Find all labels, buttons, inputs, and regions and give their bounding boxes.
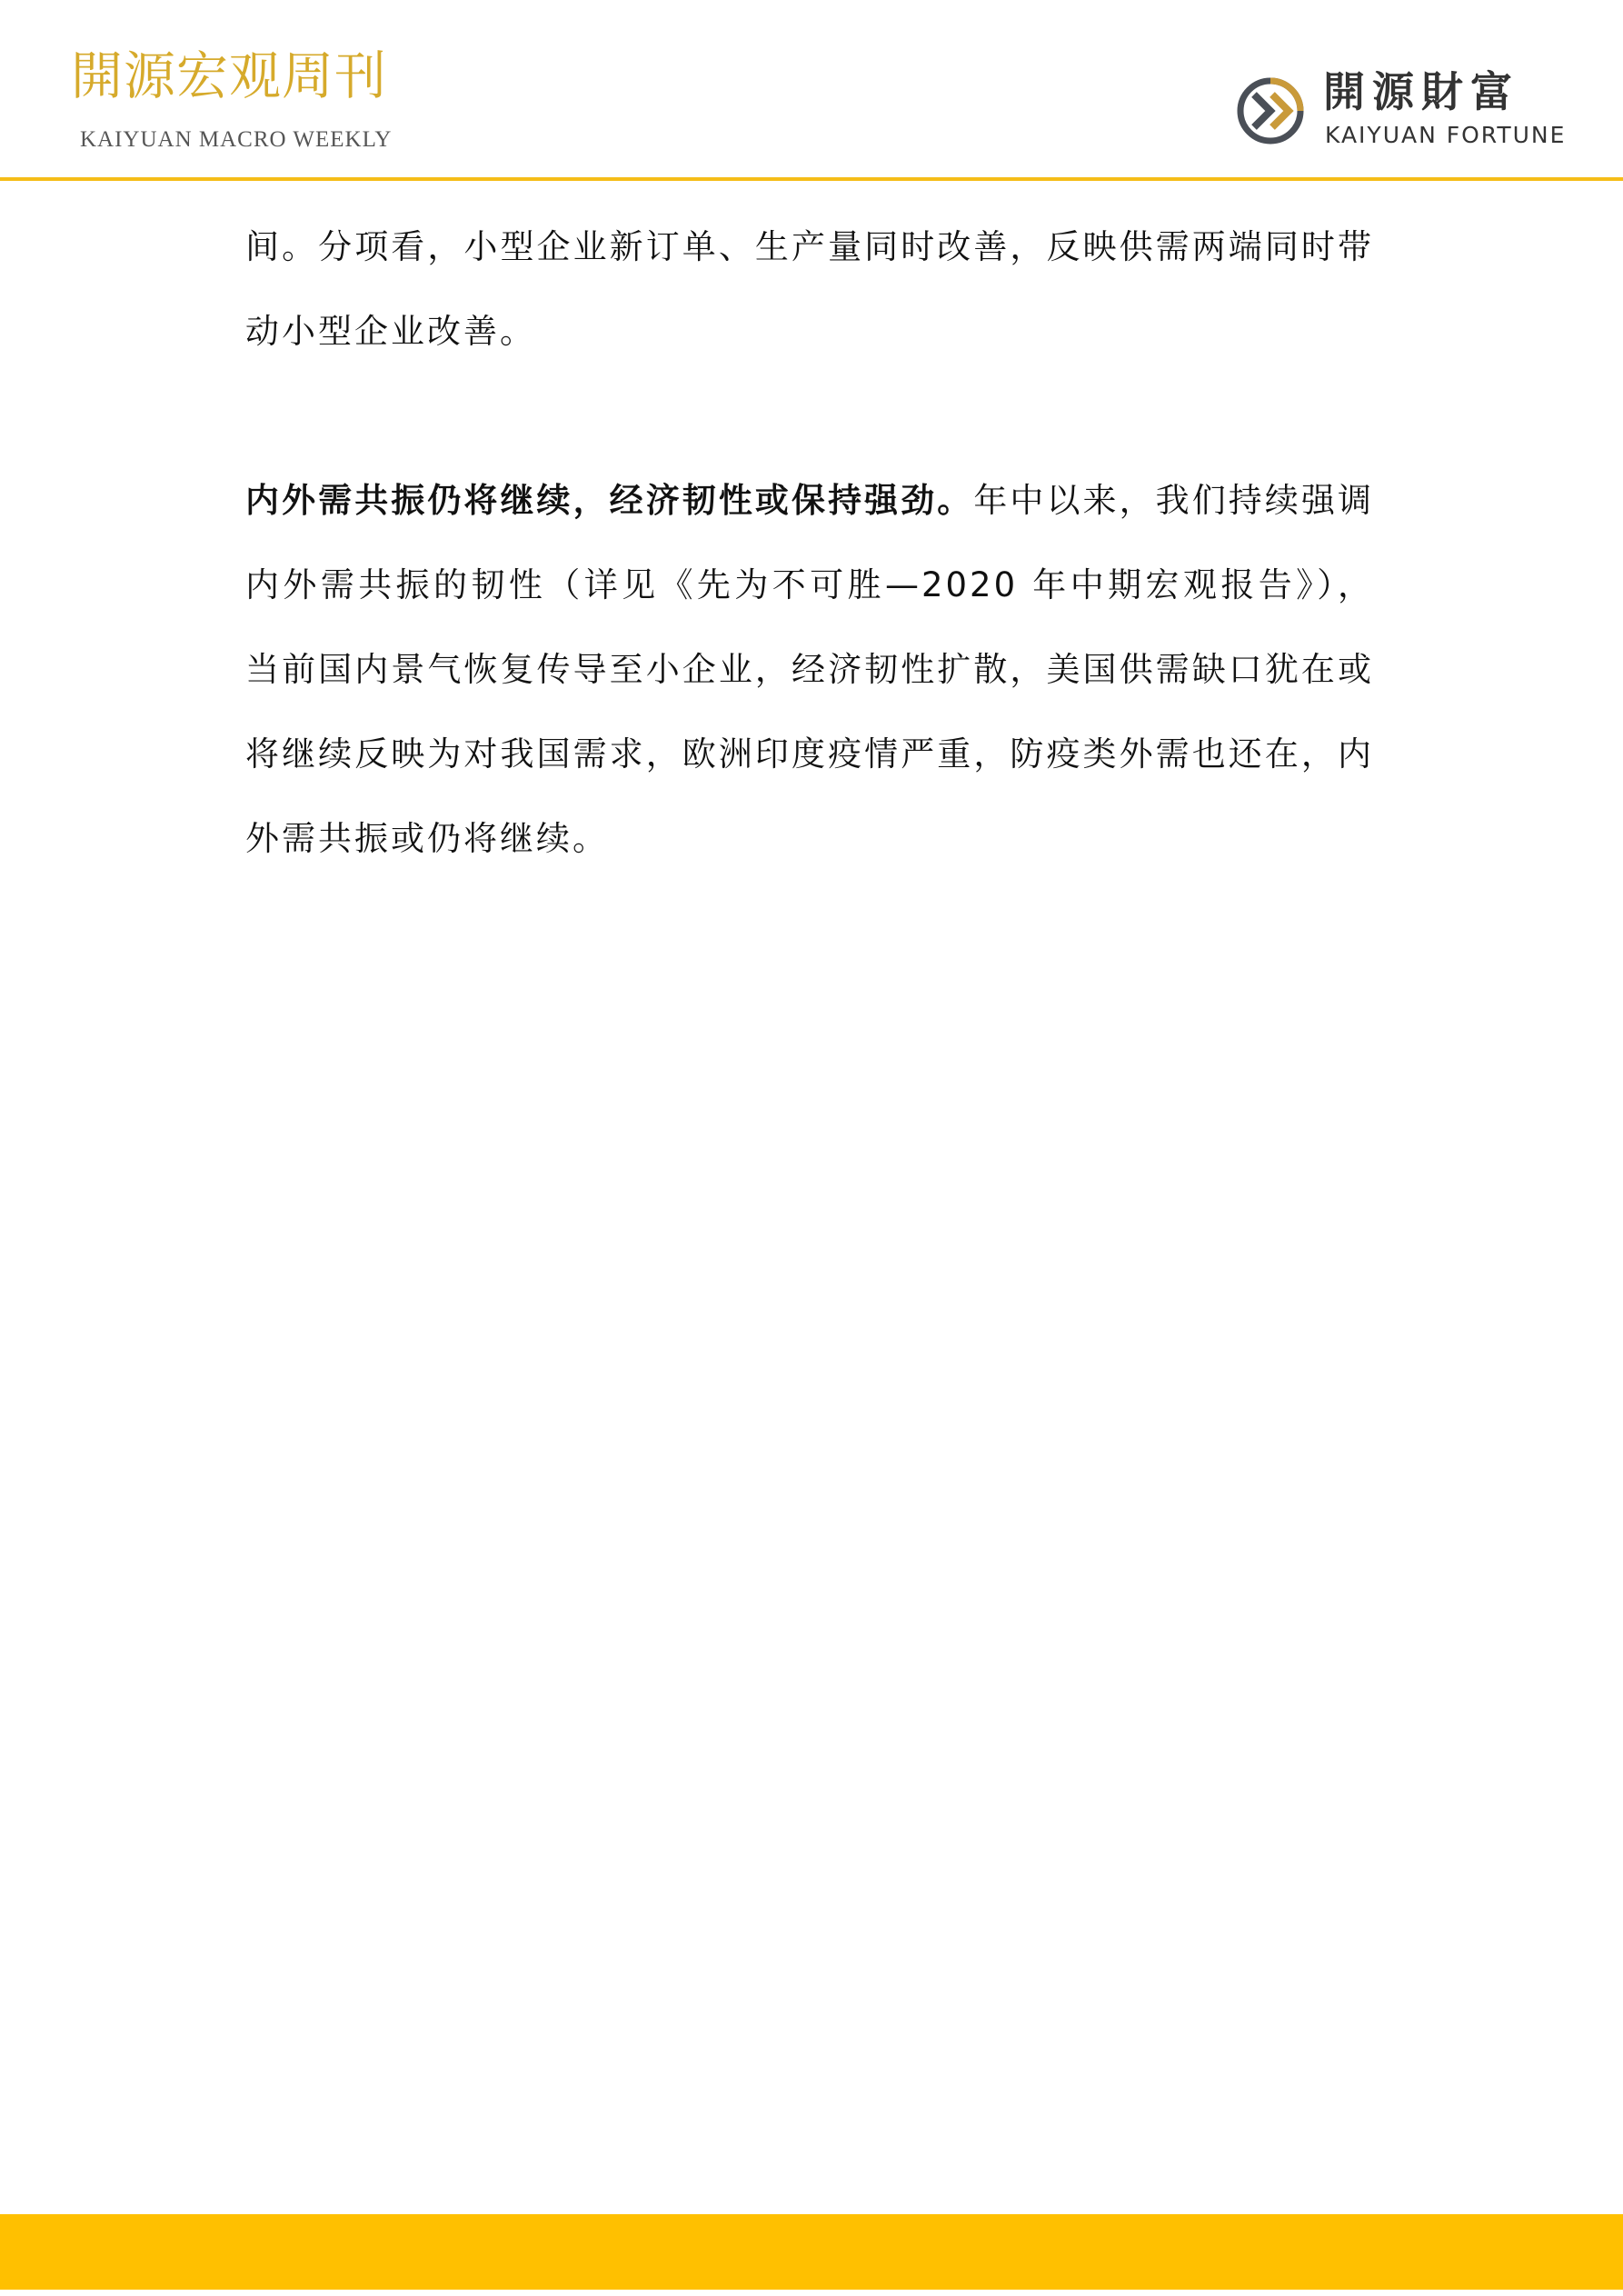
brand-english-name: KAIYUAN FORTUNE (1325, 122, 1567, 148)
report-body (245, 205, 1374, 881)
report-series-subtitle: KAIYUAN MACRO WEEKLY (80, 127, 393, 152)
paragraph-demand-resonance (245, 458, 1374, 881)
kaiyuan-k-logo-icon (1236, 76, 1305, 145)
paragraph-body-text: 年中以来，我们持续强调内外需共振的韧性（详见《先为不可胜—2020 年中期宏观报告》），当前国内景气恢复传导至小企业，经济韧性扩散，美国供需缺口犹在或将继续反映为对我国需求，欧洲印度疫情严重，防疫类外需也还在，内外需共振或仍将继续。 (245, 481, 1375, 858)
paragraph-spacer (245, 374, 1374, 458)
brand-name: 開源財富 (1323, 67, 1519, 116)
paragraph-lead-heading: 内外需共振仍将继续，经济韧性或保持强劲。 (245, 481, 974, 520)
brand-logo-block (1236, 65, 1567, 156)
footer-band (0, 2214, 1623, 2290)
report-series-title: 開源宏观周刊 (71, 46, 387, 106)
header-divider (0, 177, 1623, 181)
paragraph-small-business: 间。分项看，小型企业新订单、生产量同时改善，反映供需两端同时带动小型企业改善。 (245, 227, 1374, 351)
